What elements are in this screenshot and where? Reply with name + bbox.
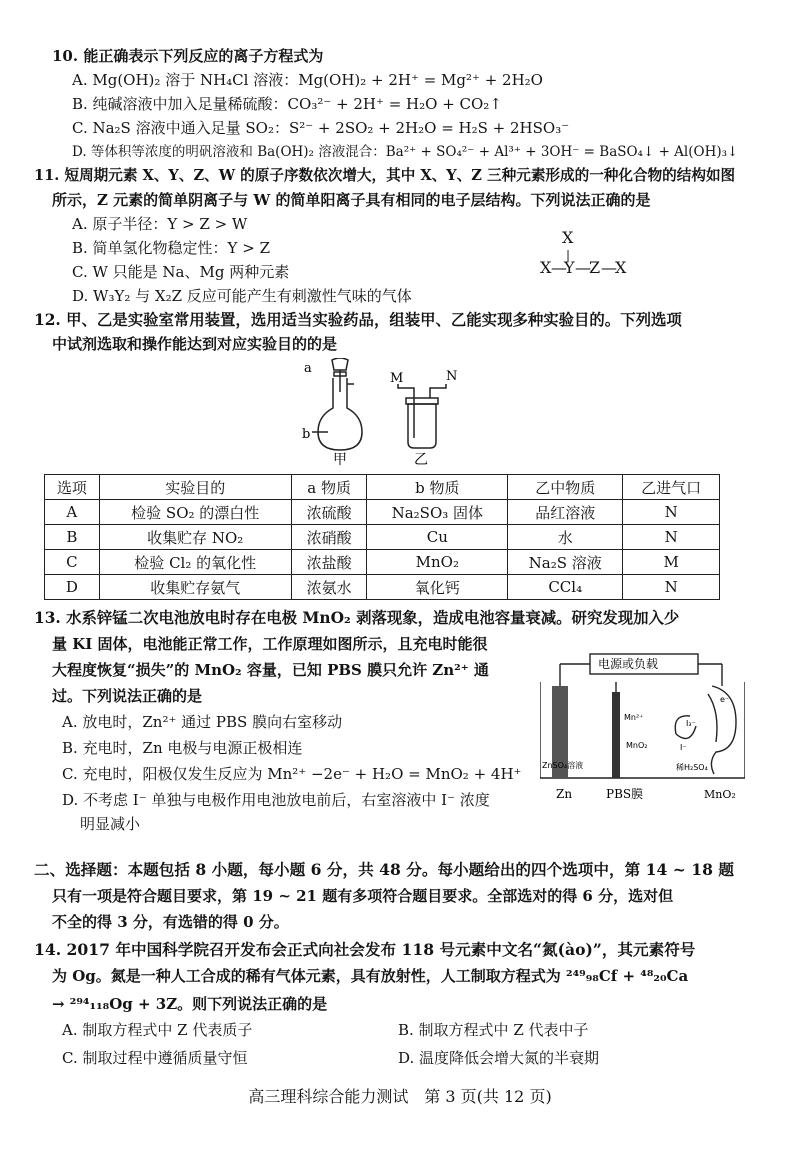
table-cell: 检验 Cl₂ 的氧化性 <box>99 550 291 575</box>
label-n: N <box>446 369 458 384</box>
table-header-cell: 选项 <box>45 475 100 500</box>
table-cell: 浓盐酸 <box>291 550 367 575</box>
section2-line2: 只有一项是符合题目要求，第 19 ~ 21 题有多项符合题目要求。全部选对的得 6 分，选对但 <box>52 887 674 905</box>
structure-atom-2: Y <box>564 258 575 277</box>
label-mn2: Mn²⁺ <box>624 713 644 722</box>
table-row <box>45 550 720 575</box>
q12-apparatus-figure <box>300 358 460 468</box>
label-yi: 乙 <box>414 452 428 468</box>
structure-bond-vertical: | <box>566 248 571 262</box>
q12-options-table <box>44 474 720 600</box>
q13-option-c: C. 充电时，阳极仅发生反应为 Mn²⁺ −2e⁻ + H₂O = MnO₂ + 4H⁺ <box>62 765 522 783</box>
q11-option-b: B. 简单氢化物稳定性：Y > Z <box>72 239 270 257</box>
q11-option-a: A. 原子半径：Y > Z > W <box>72 215 248 233</box>
q12-stem-line1: 12. 甲、乙是实验室常用装置，选用适当实验药品，组装甲、乙能实现多种实验目的。下列选项 <box>34 311 682 329</box>
label-left-solution: ZnSO₄溶液 <box>542 761 584 770</box>
label-jia: 甲 <box>333 452 347 468</box>
table-cell: 浓硝酸 <box>291 525 367 550</box>
q10-option-b: B. 纯碱溶液中加入足量稀硫酸：CO₃²⁻ + 2H⁺ = H₂O + CO₂↑ <box>72 95 502 113</box>
label-m: M <box>390 371 404 386</box>
structure-atom-top: X <box>562 228 574 247</box>
pbs-membrane <box>612 692 620 778</box>
table-row <box>45 525 720 550</box>
table-cell: C <box>45 550 100 575</box>
label-pbs: PBS膜 <box>606 787 644 801</box>
label-right-solution: 稀H₂SO₄ <box>676 763 708 772</box>
table-cell: A <box>45 500 100 525</box>
table-cell: N <box>623 500 720 525</box>
table-header-row <box>45 475 720 500</box>
table-cell: 品红溶液 <box>508 500 623 525</box>
page-footer: 高三理科综合能力测试 第 3 页(共 12 页) <box>248 1087 552 1106</box>
structure-bond-3: — <box>601 258 617 277</box>
q14-option-a: A. 制取方程式中 Z 代表质子 <box>62 1021 253 1039</box>
table-header-cell: 乙中物质 <box>508 475 623 500</box>
table-cell: 收集贮存氨气 <box>99 575 291 600</box>
structure-bond-2: — <box>575 258 591 277</box>
q14-stem-line2: 为 Og。氮是一种人工合成的稀有气体元素，具有放射性，人工制取方程式为 ²⁴⁹₉₈Cf + ⁴⁸₂₀Ca <box>52 967 689 985</box>
q14-stem-line3: → ²⁹⁴₁₁₈Og + 3Z。则下列说法正确的是 <box>52 995 328 1013</box>
q10-option-a: A. Mg(OH)₂ 溶于 NH₄Cl 溶液：Mg(OH)₂ + 2H⁺ = Mg²⁺ + 2H₂O <box>72 71 543 89</box>
q10-stem: 10. 能正确表示下列反应的离子方程式为 <box>52 47 324 65</box>
table-cell: Na₂S 溶液 <box>508 550 623 575</box>
table-row <box>45 500 720 525</box>
table-cell: 水 <box>508 525 623 550</box>
q13-option-b: B. 充电时，Zn 电极与电源正极相连 <box>62 739 303 757</box>
q11-structure-figure <box>540 228 640 284</box>
q10-option-d: D. 等体积等浓度的明矾溶液和 Ba(OH)₂ 溶液混合：Ba²⁺ + SO₄²⁻ + Al³⁺ + 3OH⁻ = BaSO₄↓ + Al(OH)₃↓ <box>72 144 739 160</box>
table-cell: D <box>45 575 100 600</box>
section2-line3: 不全的得 3 分，有选错的得 0 分。 <box>52 913 289 931</box>
table-cell: N <box>623 525 720 550</box>
q13-option-a: A. 放电时，Zn²⁺ 通过 PBS 膜向右室移动 <box>62 713 343 731</box>
label-i3: I₃⁻ <box>686 719 696 728</box>
section2-line1: 二、选择题：本题包括 8 小题，每小题 6 分，共 48 分。每小题给出的四个选项中，第 14 ~ 18 题 <box>34 860 734 879</box>
structure-bond-1: — <box>551 258 567 277</box>
q13-option-d-cont: 明显减小 <box>80 815 141 833</box>
q13-stem-line1: 13. 水系锌锰二次电池放电时存在电极 MnO₂ 剥落现象，造成电池容量衰减。研究发现加入少 <box>34 609 680 627</box>
label-power: 电源或负载 <box>598 657 659 671</box>
structure-atom-3: Z <box>589 258 601 277</box>
table-row <box>45 575 720 600</box>
label-mno2-small: MnO₂ <box>626 741 648 750</box>
q13-option-d: D. 不考虑 I⁻ 单独与电极作用电池放电前后，右室溶液中 I⁻ 浓度 <box>62 791 490 809</box>
label-electron: e⁻ <box>720 695 730 704</box>
q13-stem-line2: 量 KI 固体，电池能正常工作，工作原理如图所示，且充电时能很 <box>52 635 488 653</box>
q10-option-c: C. Na₂S 溶液中通入足量 SO₂：S²⁻ + 2SO₂ + 2H₂O = H₂S + 2HSO₃⁻ <box>72 119 570 137</box>
table-header-cell: 实验目的 <box>99 475 291 500</box>
table-cell: Cu <box>367 525 508 550</box>
q14-option-d: D. 温度降低会增大氮的半衰期 <box>398 1049 600 1067</box>
q11-option-c: C. W 只能是 Na、Mg 两种元素 <box>72 263 290 281</box>
table-cell: CCl₄ <box>508 575 623 600</box>
table-header-cell: a 物质 <box>291 475 367 500</box>
q13-stem-line4: 过。下列说法正确的是 <box>52 687 203 705</box>
table-cell: 浓氨水 <box>291 575 367 600</box>
label-a: a <box>304 361 312 376</box>
label-i: I⁻ <box>680 743 687 752</box>
table-cell: 氧化钙 <box>367 575 508 600</box>
q14-option-b: B. 制取方程式中 Z 代表中子 <box>398 1021 589 1039</box>
label-mno2: MnO₂ <box>704 788 736 801</box>
label-b: b <box>302 427 311 442</box>
q11-stem-line1: 11. 短周期元素 X、Y、Z、W 的原子序数依次增大，其中 X、Y、Z 三种元素形成的一种化合物的结构如图 <box>34 167 736 184</box>
table-cell: 检验 SO₂ 的漂白性 <box>99 500 291 525</box>
label-zn: Zn <box>556 787 573 801</box>
structure-atom-4: X <box>615 258 627 277</box>
table-cell: N <box>623 575 720 600</box>
table-header-cell: 乙进气口 <box>623 475 720 500</box>
table-header-cell: b 物质 <box>367 475 508 500</box>
table-cell: 收集贮存 NO₂ <box>99 525 291 550</box>
table-cell: Na₂SO₃ 固体 <box>367 500 508 525</box>
table-cell: 浓硫酸 <box>291 500 367 525</box>
q13-stem-line3: 大程度恢复“损失”的 MnO₂ 容量，已知 PBS 膜只允许 Zn²⁺ 通 <box>52 661 489 679</box>
q12-stem-line2: 中试剂选取和操作能达到对应实验目的的是 <box>52 335 338 353</box>
q11-stem-line2: 所示，Z 元素的简单阴离子与 W 的简单阳离子具有相同的电子层结构。下列说法正确的是 <box>52 191 651 209</box>
q11-option-d: D. W₃Y₂ 与 X₂Z 反应可能产生有刺激性气味的气体 <box>72 287 412 305</box>
table-cell: M <box>623 550 720 575</box>
q13-battery-figure <box>540 652 745 804</box>
table-cell: MnO₂ <box>367 550 508 575</box>
table-cell: B <box>45 525 100 550</box>
structure-atom-1: X <box>540 258 552 277</box>
q14-option-c: C. 制取过程中遵循质量守恒 <box>62 1049 248 1067</box>
q14-stem-line1: 14. 2017 年中国科学院召开发布会正式向社会发布 118 号元素中文名“氮(ào)”，其元素符号 <box>34 940 696 959</box>
